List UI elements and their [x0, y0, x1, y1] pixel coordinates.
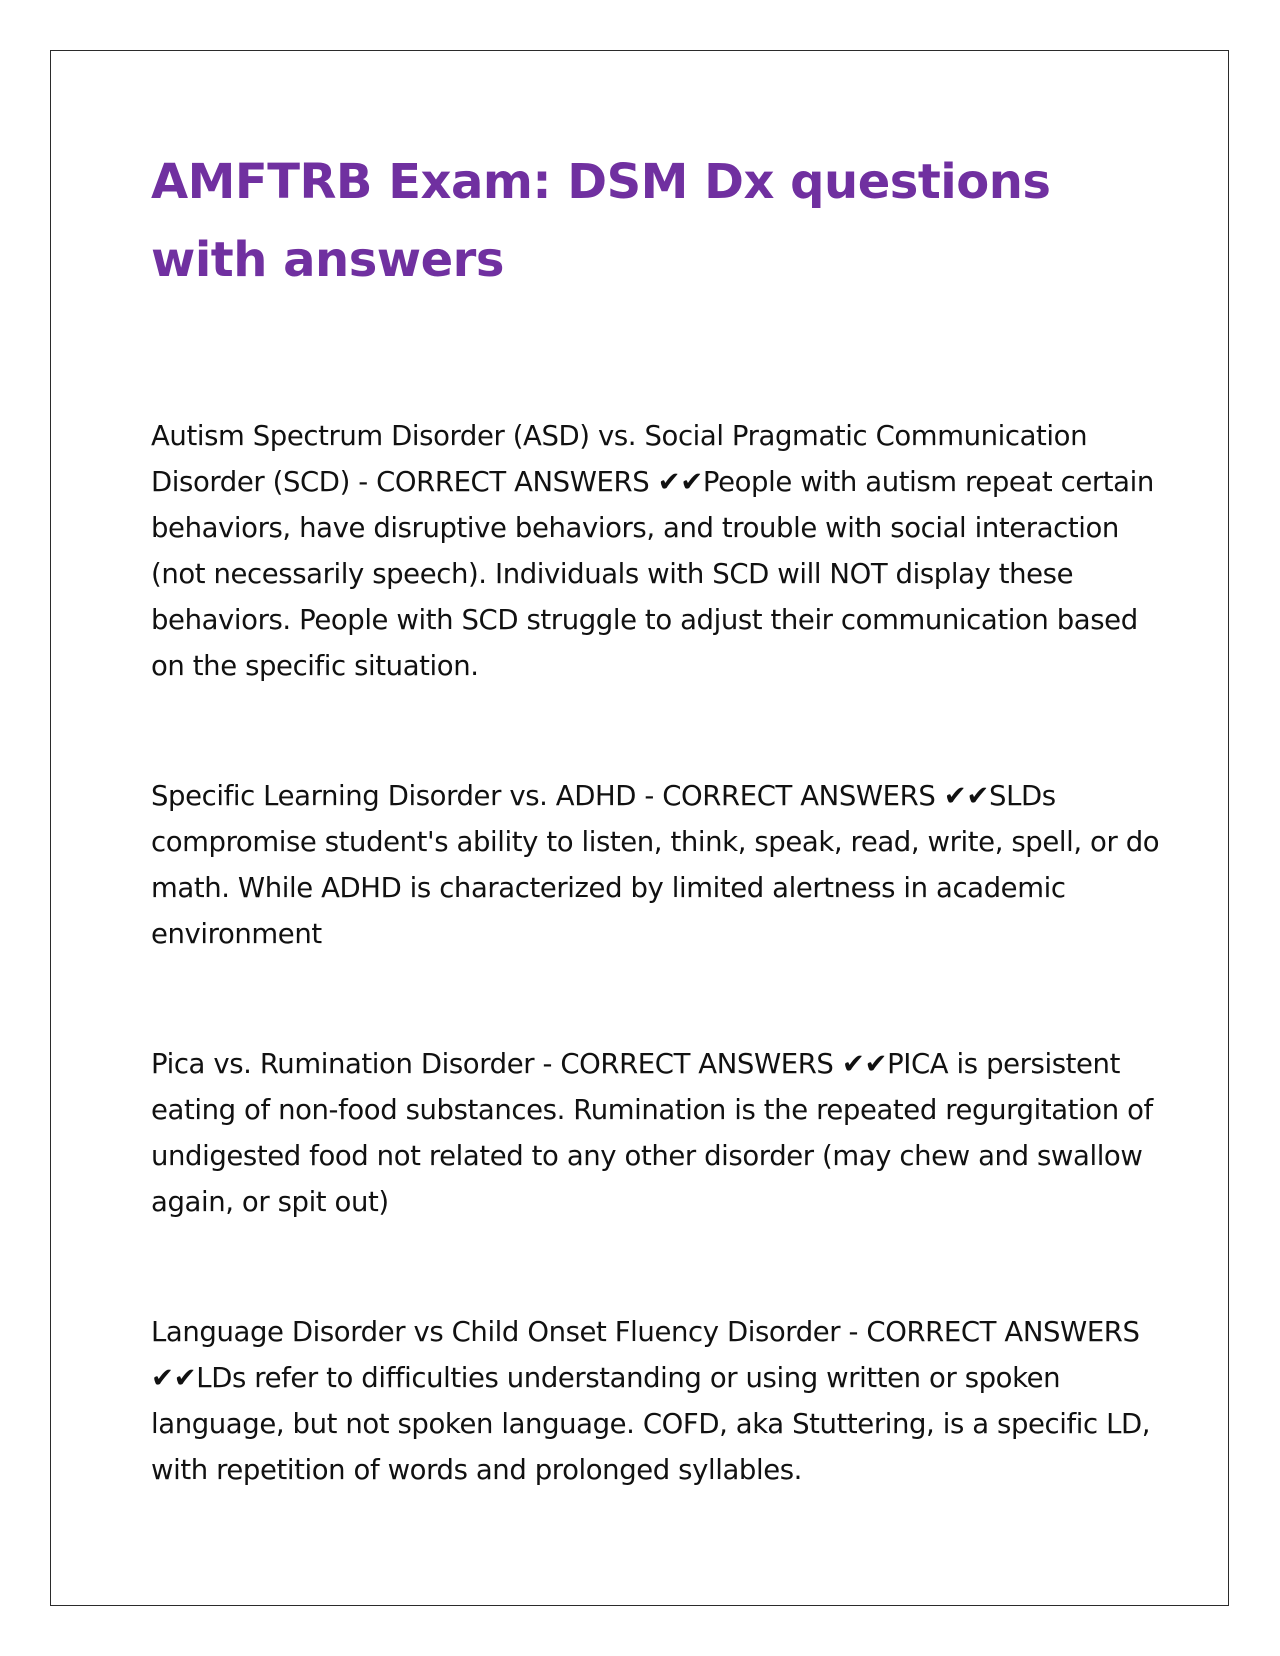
- qa-item: [151, 773, 1161, 957]
- qa-question: Pica vs. Rumination Disorder: [151, 1048, 535, 1080]
- qa-answer: LDs refer to difficulties understanding or using written or spoken language, but not spoken language. COFD, aka Stuttering, is a specific LD, with repetition of words and prolonged syllables.: [151, 1362, 1151, 1486]
- qa-marker: - CORRECT ANSWERS ✔✔: [349, 466, 703, 498]
- qa-question: Specific Learning Disorder vs. ADHD: [151, 780, 637, 812]
- qa-answer: PICA is persistent eating of non-food substances. Rumination is the repeated regurgitation of undigested food not related to any other disorder (may chew and swallow again, or spit out): [151, 1048, 1153, 1218]
- page-frame: [50, 50, 1229, 1606]
- qa-item: [151, 413, 1161, 689]
- qa-answer: SLDs compromise student's ability to listen, think, speak, read, write, spell, or do math. While ADHD is characterized by limited alertness in academic environment: [151, 780, 1160, 950]
- qa-item: [151, 1309, 1161, 1493]
- qa-question: Language Disorder vs Child Onset Fluency Disorder: [151, 1316, 841, 1348]
- qa-question: Autism Spectrum Disorder (ASD) vs. Social Pragmatic Communication Disorder (SCD): [151, 420, 1088, 498]
- qa-marker: - CORRECT ANSWERS ✔✔: [636, 780, 990, 812]
- qa-answer: People with autism repeat certain behaviors, have disruptive behaviors, and trouble with social interaction (not necessarily speech). Individuals with SCD will NOT display these behaviors. People with SCD struggle to adjust their communication based on the specific situation.: [151, 466, 1154, 682]
- qa-list: [151, 413, 1161, 1493]
- document-title: AMFTRB Exam: DSM Dx questions with answers: [151, 154, 1051, 288]
- qa-item: [151, 1041, 1161, 1225]
- document-content: [151, 143, 1161, 1577]
- qa-marker: - CORRECT ANSWERS ✔✔: [151, 1316, 1140, 1394]
- qa-marker: - CORRECT ANSWERS ✔✔: [534, 1048, 888, 1080]
